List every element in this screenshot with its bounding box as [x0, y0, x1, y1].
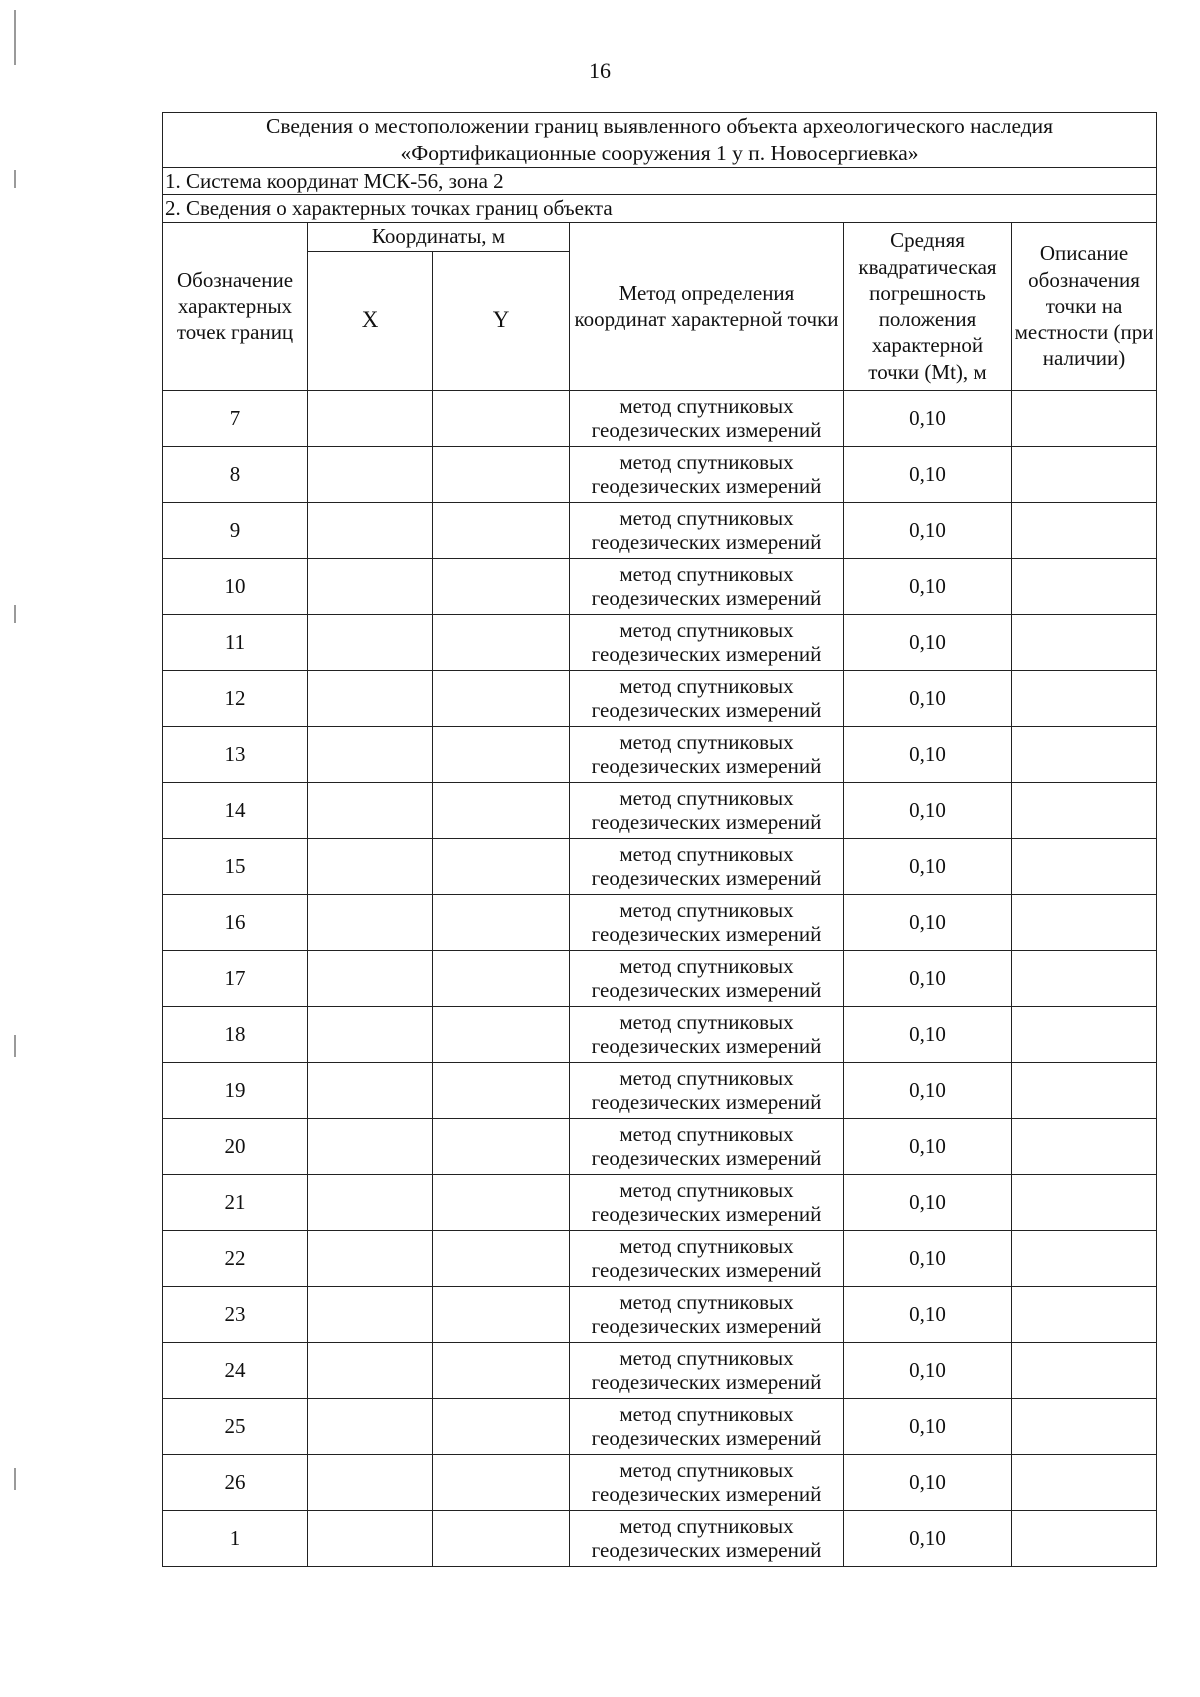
cell-x [308, 1398, 433, 1454]
page-number: 16 [589, 58, 611, 83]
method-line1: метод спутниковых [619, 1457, 794, 1482]
table-row [163, 1062, 1157, 1118]
method-line2: геодезических измерений [591, 1370, 822, 1394]
method-line1: метод спутниковых [619, 673, 794, 698]
cell-description [1012, 614, 1157, 670]
method-line1: метод спутниковых [619, 1345, 794, 1370]
coordinate-system-section: 1. Система координат МСК-56, зона 2 [163, 168, 1157, 195]
cell-description [1012, 894, 1157, 950]
table-row [163, 1006, 1157, 1062]
cell-method [570, 838, 844, 894]
cell-y [433, 1230, 570, 1286]
cell-point: 21 [163, 1174, 308, 1230]
table-row [163, 558, 1157, 614]
method-line2: геодезических измерений [591, 530, 822, 554]
table-row [163, 614, 1157, 670]
cell-x [308, 1342, 433, 1398]
table-row [163, 1230, 1157, 1286]
cell-method [570, 1118, 844, 1174]
cell-method [570, 558, 844, 614]
cell-x [308, 558, 433, 614]
cell-x [308, 1454, 433, 1510]
title-row [163, 113, 1157, 168]
table-row [163, 1342, 1157, 1398]
cell-point: 7 [163, 390, 308, 446]
table-row [163, 1174, 1157, 1230]
cell-y [433, 782, 570, 838]
cell-description [1012, 670, 1157, 726]
cell-x [308, 726, 433, 782]
cell-x [308, 782, 433, 838]
cell-accuracy: 0,10 [844, 1006, 1012, 1062]
method-line2: геодезических измерений [591, 978, 822, 1002]
table-row [163, 950, 1157, 1006]
cell-point: 1 [163, 1510, 308, 1566]
cell-point: 22 [163, 1230, 308, 1286]
cell-y [433, 950, 570, 1006]
cell-x [308, 1006, 433, 1062]
cell-method [570, 1062, 844, 1118]
cell-accuracy: 0,10 [844, 502, 1012, 558]
method-line2: геодезических измерений [591, 418, 822, 442]
method-line2: геодезических измерений [591, 1482, 822, 1506]
method-line2: геодезических измерений [591, 922, 822, 946]
cell-y [433, 1342, 570, 1398]
cell-method [570, 614, 844, 670]
cell-description [1012, 1286, 1157, 1342]
table-row [163, 670, 1157, 726]
method-line2: геодезических измерений [591, 1202, 822, 1226]
cell-accuracy: 0,10 [844, 1286, 1012, 1342]
cell-x [308, 670, 433, 726]
cell-y [433, 1398, 570, 1454]
cell-x [308, 1062, 433, 1118]
method-line2: геодезических измерений [591, 1090, 822, 1114]
cell-accuracy: 0,10 [844, 1062, 1012, 1118]
cell-accuracy: 0,10 [844, 558, 1012, 614]
cell-method [570, 1398, 844, 1454]
cell-description [1012, 1006, 1157, 1062]
cell-x [308, 894, 433, 950]
cell-y [433, 390, 570, 446]
cell-point: 20 [163, 1118, 308, 1174]
points-section: 2. Сведения о характерных точках границ объекта [163, 195, 1157, 222]
cell-accuracy: 0,10 [844, 1510, 1012, 1566]
table-title [163, 113, 1157, 168]
cell-method [570, 1174, 844, 1230]
cell-accuracy: 0,10 [844, 894, 1012, 950]
cell-method [570, 782, 844, 838]
cell-method [570, 1230, 844, 1286]
method-line1: метод спутниковых [619, 1065, 794, 1090]
cell-description [1012, 782, 1157, 838]
cell-y [433, 558, 570, 614]
cell-y [433, 838, 570, 894]
cell-accuracy: 0,10 [844, 1118, 1012, 1174]
table-title-line2: «Фортификационные сооружения 1 у п. Новосергиевка» [400, 141, 919, 165]
cell-x [308, 1174, 433, 1230]
cell-y [433, 1006, 570, 1062]
method-line2: геодезических измерений [591, 1538, 822, 1562]
cell-method [570, 1342, 844, 1398]
cell-point: 18 [163, 1006, 308, 1062]
cell-description [1012, 1454, 1157, 1510]
cell-method [570, 446, 844, 502]
method-line1: метод спутниковых [619, 953, 794, 978]
cell-y [433, 1510, 570, 1566]
method-line1: метод спутниковых [619, 785, 794, 810]
cell-y [433, 1454, 570, 1510]
method-line2: геодезических измерений [591, 474, 822, 498]
cell-description [1012, 838, 1157, 894]
cell-y [433, 614, 570, 670]
cell-description [1012, 1062, 1157, 1118]
table-row [163, 1398, 1157, 1454]
cell-method [570, 390, 844, 446]
cell-method [570, 726, 844, 782]
method-line2: геодезических измерений [591, 1034, 822, 1058]
cell-accuracy: 0,10 [844, 1342, 1012, 1398]
cell-point: 24 [163, 1342, 308, 1398]
method-line1: метод спутниковых [619, 561, 794, 586]
method-line1: метод спутниковых [619, 393, 794, 418]
cell-y [433, 670, 570, 726]
cell-description [1012, 1398, 1157, 1454]
cell-description [1012, 1342, 1157, 1398]
cell-accuracy: 0,10 [844, 614, 1012, 670]
cell-method [570, 950, 844, 1006]
method-line1: метод спутниковых [619, 449, 794, 474]
table-row [163, 446, 1157, 502]
header-y: Y [433, 251, 570, 390]
header-accuracy: Средняя квадратическая погрешность положения характерной точки (Mt), м [844, 222, 1012, 390]
cell-point: 25 [163, 1398, 308, 1454]
table-title-line1: Сведения о местоположении границ выявленного объекта археологического наследия [266, 114, 1054, 139]
cell-y [433, 502, 570, 558]
method-line1: метод спутниковых [619, 1513, 794, 1538]
cell-point: 11 [163, 614, 308, 670]
method-line1: метод спутниковых [619, 1177, 794, 1202]
cell-point: 13 [163, 726, 308, 782]
cell-point: 17 [163, 950, 308, 1006]
cell-description [1012, 502, 1157, 558]
method-line2: геодезических измерений [591, 642, 822, 666]
method-line1: метод спутниковых [619, 1009, 794, 1034]
header-coordinates: Координаты, м [308, 222, 570, 251]
method-line2: геодезических измерений [591, 586, 822, 610]
boundary-points-table [162, 112, 1157, 1567]
cell-accuracy: 0,10 [844, 950, 1012, 1006]
table-row [163, 894, 1157, 950]
cell-accuracy: 0,10 [844, 838, 1012, 894]
header-x: X [308, 251, 433, 390]
cell-x [308, 1286, 433, 1342]
cell-description [1012, 1118, 1157, 1174]
cell-y [433, 446, 570, 502]
cell-description [1012, 446, 1157, 502]
scan-mark [14, 605, 16, 623]
method-line1: метод спутниковых [619, 1121, 794, 1146]
cell-description [1012, 1174, 1157, 1230]
method-line1: метод спутниковых [619, 729, 794, 754]
table-row [163, 1118, 1157, 1174]
cell-accuracy: 0,10 [844, 1454, 1012, 1510]
cell-x [308, 1510, 433, 1566]
method-line1: метод спутниковых [619, 841, 794, 866]
scan-mark [14, 170, 16, 188]
method-line1: метод спутниковых [619, 1289, 794, 1314]
cell-point: 23 [163, 1286, 308, 1342]
header-point-designation: Обозначение характерных точек границ [163, 222, 308, 390]
cell-accuracy: 0,10 [844, 1398, 1012, 1454]
cell-x [308, 502, 433, 558]
table-row [163, 502, 1157, 558]
cell-method [570, 1510, 844, 1566]
cell-y [433, 726, 570, 782]
cell-description [1012, 390, 1157, 446]
method-line2: геодезических измерений [591, 1426, 822, 1450]
method-line2: геодезических измерений [591, 866, 822, 890]
cell-point: 9 [163, 502, 308, 558]
cell-x [308, 1230, 433, 1286]
table-row [163, 1286, 1157, 1342]
method-line2: геодезических измерений [591, 1314, 822, 1338]
scan-mark [14, 1468, 16, 1490]
cell-method [570, 502, 844, 558]
cell-y [433, 1286, 570, 1342]
cell-y [433, 894, 570, 950]
cell-method [570, 1454, 844, 1510]
cell-accuracy: 0,10 [844, 1174, 1012, 1230]
cell-point: 26 [163, 1454, 308, 1510]
header-method: Метод определения координат характерной точки [570, 222, 844, 390]
cell-accuracy: 0,10 [844, 726, 1012, 782]
method-line2: геодезических измерений [591, 698, 822, 722]
cell-point: 16 [163, 894, 308, 950]
section-row [163, 195, 1157, 222]
cell-description [1012, 1230, 1157, 1286]
table-row [163, 1454, 1157, 1510]
cell-accuracy: 0,10 [844, 1230, 1012, 1286]
method-line1: метод спутниковых [619, 505, 794, 530]
method-line1: метод спутниковых [619, 1401, 794, 1426]
cell-accuracy: 0,10 [844, 670, 1012, 726]
cell-point: 15 [163, 838, 308, 894]
scan-mark [14, 10, 16, 65]
header-row [163, 222, 1157, 251]
scan-mark [14, 1035, 16, 1057]
cell-x [308, 446, 433, 502]
cell-accuracy: 0,10 [844, 446, 1012, 502]
method-line2: геодезических измерений [591, 1146, 822, 1170]
cell-x [308, 838, 433, 894]
cell-method [570, 1006, 844, 1062]
method-line1: метод спутниковых [619, 617, 794, 642]
cell-description [1012, 726, 1157, 782]
table-row [163, 838, 1157, 894]
section-row [163, 168, 1157, 195]
cell-point: 12 [163, 670, 308, 726]
cell-method [570, 1286, 844, 1342]
cell-accuracy: 0,10 [844, 390, 1012, 446]
header-description: Описание обозначения точки на местности (при наличии) [1012, 222, 1157, 390]
method-line2: геодезических измерений [591, 1258, 822, 1282]
method-line2: геодезических измерений [591, 754, 822, 778]
cell-description [1012, 950, 1157, 1006]
table-row [163, 1510, 1157, 1566]
cell-description [1012, 558, 1157, 614]
cell-description [1012, 1510, 1157, 1566]
cell-method [570, 894, 844, 950]
cell-y [433, 1118, 570, 1174]
method-line1: метод спутниковых [619, 897, 794, 922]
cell-point: 8 [163, 446, 308, 502]
cell-x [308, 1118, 433, 1174]
cell-accuracy: 0,10 [844, 782, 1012, 838]
method-line1: метод спутниковых [619, 1233, 794, 1258]
table-row [163, 390, 1157, 446]
cell-y [433, 1062, 570, 1118]
cell-y [433, 1174, 570, 1230]
cell-point: 14 [163, 782, 308, 838]
cell-x [308, 614, 433, 670]
cell-point: 10 [163, 558, 308, 614]
cell-point: 19 [163, 1062, 308, 1118]
cell-x [308, 390, 433, 446]
table-row [163, 726, 1157, 782]
table-row [163, 782, 1157, 838]
method-line2: геодезических измерений [591, 810, 822, 834]
cell-x [308, 950, 433, 1006]
cell-method [570, 670, 844, 726]
